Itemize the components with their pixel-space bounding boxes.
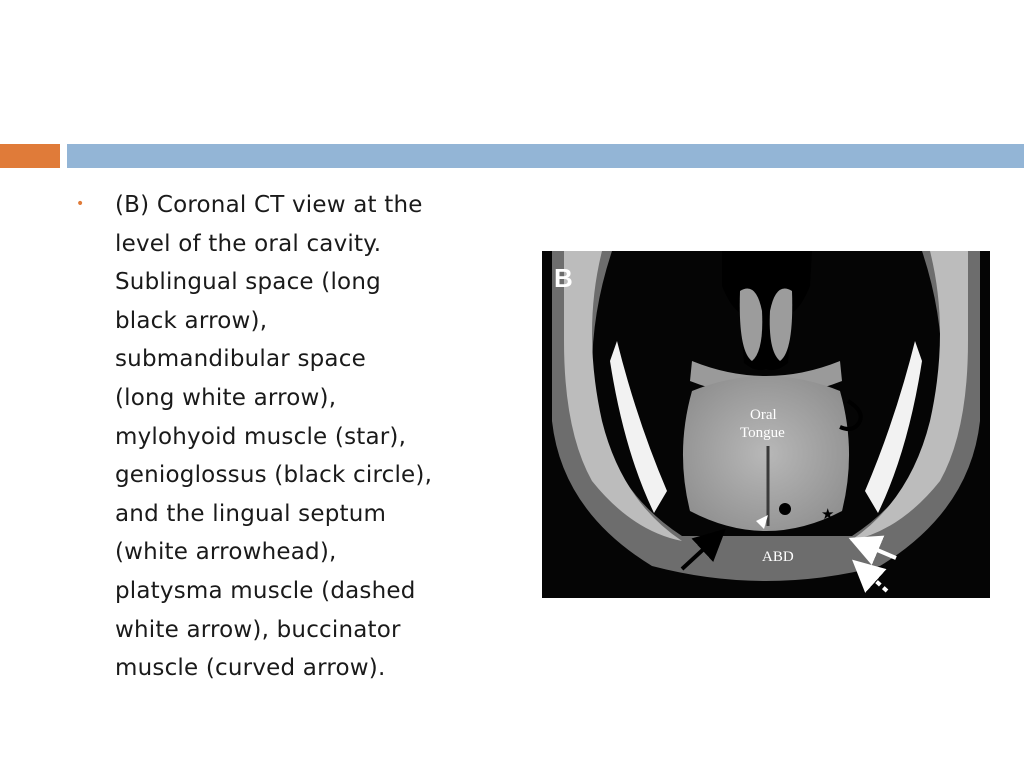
black-circle-marker	[779, 503, 791, 515]
header-accent-blue	[67, 144, 1024, 168]
bullet-list	[76, 186, 496, 688]
panel-label: B	[554, 263, 573, 293]
label-abd: ABD	[762, 549, 794, 565]
nasal-cavity	[722, 251, 812, 370]
star-marker: ★	[821, 505, 835, 523]
bullet-marker: •	[76, 196, 85, 212]
bullet-text: (B) Coronal CT view at the level of the oral cavity. Sublingual space (long black arrow), submandibular space (long white arrow), mylohyoid muscle (star), genioglossus (black circle), and the lingual septum (white arrowhead), platysma muscle (dashed white arrow), buccinator muscle (curved arrow).	[115, 192, 433, 682]
header-accent-orange	[0, 144, 60, 168]
label-oral: Oral	[750, 407, 777, 423]
ct-scan-drawing	[542, 251, 990, 598]
ct-image	[542, 251, 990, 598]
label-tongue: Tongue	[740, 425, 785, 441]
